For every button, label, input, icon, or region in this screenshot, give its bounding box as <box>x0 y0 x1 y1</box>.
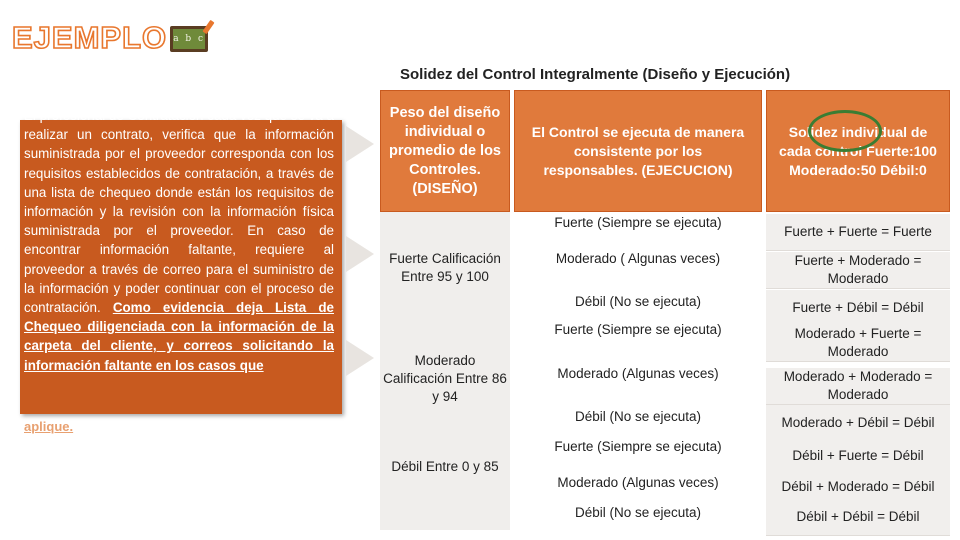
exec-moderate-2: Moderado (Algunas veces) <box>557 366 719 381</box>
arrow-right-icon <box>346 126 374 162</box>
description-box <box>20 108 342 414</box>
exec-weak-3: Débil (No se ejecuta) <box>574 505 702 520</box>
exec-strong-2: Moderado ( Algunas veces) <box>555 251 721 266</box>
arrow-right-icon <box>346 340 374 376</box>
result-weak-1: Débil + Fuerte = Débil <box>766 438 950 475</box>
logo <box>12 22 208 53</box>
result-moderate-3: Moderado + Débil = Débil <box>766 405 950 442</box>
description-plain: El profesional de Contratación cada vez que se va a realizar un contrato, verifica que la información suministrada por el proveedor corresponda con los requisitos establecidos de contratación, a través de una lista de chequeo donde están los requisitos de información y la revisión con la información física suministrada por el proveedor. En caso de encontrar información faltante, requiere al proveedor a través de correo para el suministro de la información y poder continuar con el proceso de contratación. <box>24 108 334 316</box>
exec-moderate-3: Débil (No se ejecuta) <box>574 409 702 424</box>
header-solidity: Solidez individual de cada control Fuerte:100 Moderado:50 Débil:0 <box>766 90 950 212</box>
exec-strong-3: Débil (No se ejecuta) <box>574 294 702 309</box>
page-title: Solidez del Control Integralmente (Diseño y Ejecución) <box>400 66 791 83</box>
description-text <box>20 106 342 375</box>
chalkboard-icon <box>170 26 208 52</box>
chalkboard-letters: a b c <box>173 33 206 44</box>
result-strong-2: Fuerte + Moderado = Moderado <box>766 252 950 289</box>
result-strong-1: Fuerte + Fuerte = Fuerte <box>766 214 950 251</box>
header-execution: El Control se ejecuta de manera consistente por los responsables. (EJECUCION) <box>514 90 762 212</box>
result-moderate-2: Moderado + Moderado = Moderado <box>766 368 950 405</box>
result-weak-3: Débil + Débil = Débil <box>766 499 950 536</box>
exec-strong-1: Fuerte (Siempre se ejecuta) <box>554 215 722 230</box>
exec-moderate-1: Fuerte (Siempre se ejecuta) <box>554 322 722 337</box>
result-weak-2: Débil + Moderado = Débil <box>766 469 950 506</box>
description-overflow: aplique. <box>24 419 74 434</box>
result-moderate-1: Moderado + Fuerte = Moderado <box>766 325 950 362</box>
header-design: Peso del diseño individual o promedio de los Controles. (DISEÑO) <box>380 90 510 212</box>
level-design-strong: Fuerte Calificación Entre 95 y 100 <box>389 251 501 284</box>
design-column <box>380 90 510 530</box>
highlight-ring <box>808 110 882 152</box>
exec-weak-2: Moderado (Algunas veces) <box>557 475 719 490</box>
exec-weak-1: Fuerte (Siempre se ejecuta) <box>554 439 722 454</box>
arrow-right-icon <box>346 236 374 272</box>
description-evidence: Como evidencia deja Lista de Chequeo diligenciada con la información de la carpeta del cliente, y correos solicitando la información faltante en los casos que <box>24 300 334 373</box>
level-design-weak: Débil Entre 0 y 85 <box>391 459 499 474</box>
logo-text: EJEMPLO <box>12 20 168 55</box>
result-strong-3: Fuerte + Débil = Débil <box>766 290 950 327</box>
level-design-moderate: Moderado Calificación Entre 86 y 94 <box>383 353 507 404</box>
pencil-icon <box>203 19 215 33</box>
